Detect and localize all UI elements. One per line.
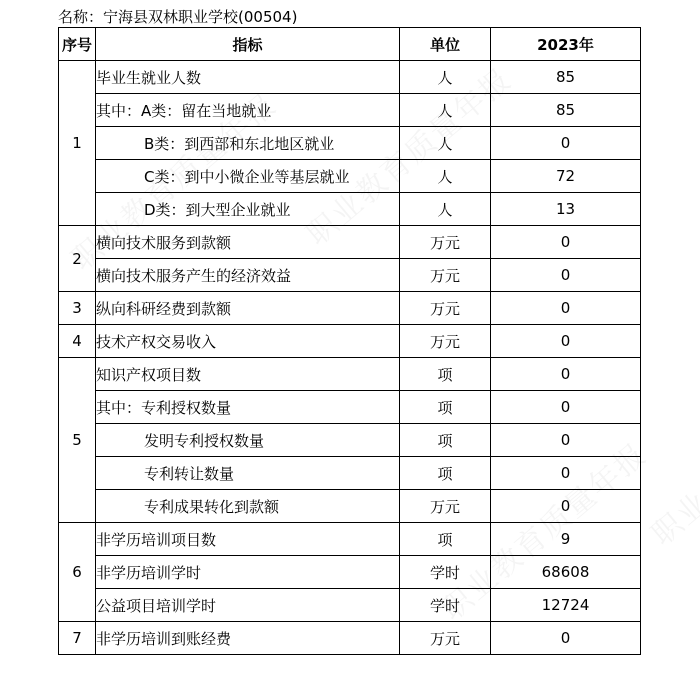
unit-cell: 万元: [400, 226, 491, 259]
indicator-cell: 横向技术服务到款额: [96, 226, 400, 259]
table-row: [59, 61, 641, 94]
unit-cell: 学时: [400, 556, 491, 589]
header-seq: 序号: [59, 28, 96, 61]
watermark-text: [640, 355, 700, 553]
unit-cell: 项: [400, 424, 491, 457]
value-cell: 85: [491, 94, 641, 127]
seq-cell: 7: [59, 622, 96, 655]
table-row: [59, 226, 641, 259]
unit-cell: 学时: [400, 589, 491, 622]
indicator-cell: 专利转让数量: [96, 457, 400, 490]
value-cell: 0: [491, 226, 641, 259]
indicator-cell: 其中：专利授权数量: [96, 391, 400, 424]
indicator-cell: 专利成果转化到款额: [96, 490, 400, 523]
unit-cell: 人: [400, 193, 491, 226]
value-cell: 0: [491, 127, 641, 160]
table-row: [59, 424, 641, 457]
unit-cell: 人: [400, 61, 491, 94]
header-unit: 单位: [400, 28, 491, 61]
unit-cell: 人: [400, 127, 491, 160]
value-cell: 72: [491, 160, 641, 193]
table-row: [59, 622, 641, 655]
value-cell: 0: [491, 325, 641, 358]
document-title: 名称：宁海县双林职业学校(00504): [58, 8, 298, 26]
header-indicator: 指标: [96, 28, 400, 61]
table-row: [59, 556, 641, 589]
indicator-cell: B类：到西部和东北地区就业: [96, 127, 400, 160]
indicator-cell: 非学历培训到账经费: [96, 622, 400, 655]
indicator-cell: 公益项目培训学时: [96, 589, 400, 622]
header-year: 2023年: [491, 28, 641, 61]
seq-cell: 2: [59, 226, 96, 292]
table-row: [59, 358, 641, 391]
unit-cell: 项: [400, 457, 491, 490]
value-cell: 13: [491, 193, 641, 226]
value-cell: 0: [491, 292, 641, 325]
value-cell: 0: [491, 391, 641, 424]
indicator-cell: 横向技术服务产生的经济效益: [96, 259, 400, 292]
unit-cell: 万元: [400, 259, 491, 292]
seq-cell: 4: [59, 325, 96, 358]
seq-cell: 3: [59, 292, 96, 325]
indicator-table: [58, 27, 641, 655]
unit-cell: 人: [400, 160, 491, 193]
table-row: [59, 259, 641, 292]
seq-cell: 5: [59, 358, 96, 523]
table-row: [59, 523, 641, 556]
value-cell: 85: [491, 61, 641, 94]
indicator-cell: 毕业生就业人数: [96, 61, 400, 94]
value-cell: 0: [491, 622, 641, 655]
value-cell: 9: [491, 523, 641, 556]
table-row: [59, 391, 641, 424]
unit-cell: 人: [400, 94, 491, 127]
table-row: [59, 127, 641, 160]
table-header-row: [59, 28, 641, 61]
indicator-cell: D类：到大型企业就业: [96, 193, 400, 226]
indicator-cell: 知识产权项目数: [96, 358, 400, 391]
indicator-cell: 技术产权交易收入: [96, 325, 400, 358]
table-row: [59, 490, 641, 523]
value-cell: 0: [491, 424, 641, 457]
unit-cell: 项: [400, 358, 491, 391]
table-row: [59, 325, 641, 358]
unit-cell: 项: [400, 391, 491, 424]
indicator-cell: 其中：A类：留在当地就业: [96, 94, 400, 127]
unit-cell: 项: [400, 523, 491, 556]
indicator-cell: 纵向科研经费到款额: [96, 292, 400, 325]
table-row: [59, 589, 641, 622]
table-row: [59, 94, 641, 127]
indicator-cell: 非学历培训学时: [96, 556, 400, 589]
indicator-cell: 发明专利授权数量: [96, 424, 400, 457]
table-row: [59, 193, 641, 226]
unit-cell: 万元: [400, 292, 491, 325]
value-cell: 12724: [491, 589, 641, 622]
table-row: [59, 292, 641, 325]
table-body: [59, 61, 641, 655]
value-cell: 0: [491, 358, 641, 391]
table-row: [59, 457, 641, 490]
unit-cell: 万元: [400, 325, 491, 358]
value-cell: 0: [491, 490, 641, 523]
seq-cell: 1: [59, 61, 96, 226]
indicator-cell: 非学历培训项目数: [96, 523, 400, 556]
value-cell: 0: [491, 259, 641, 292]
unit-cell: 万元: [400, 622, 491, 655]
value-cell: 68608: [491, 556, 641, 589]
indicator-cell: C类：到中小微企业等基层就业: [96, 160, 400, 193]
unit-cell: 万元: [400, 490, 491, 523]
value-cell: 0: [491, 457, 641, 490]
table-row: [59, 160, 641, 193]
seq-cell: 6: [59, 523, 96, 622]
